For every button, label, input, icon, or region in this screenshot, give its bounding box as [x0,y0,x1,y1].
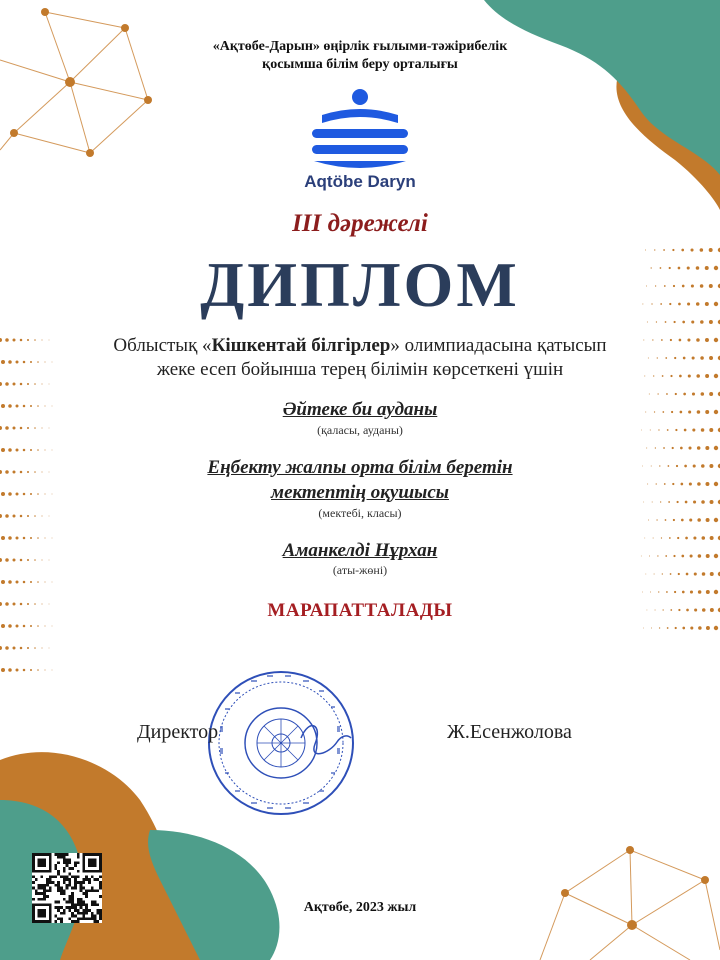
organization-line-1: «Ақтөбе-Дарын» өңірлік ғылыми-тәжірибелік [212,39,508,54]
description [0,334,720,382]
description-suffix: » олимпиадасына қатысып [390,335,607,356]
description-line-1 [0,334,720,358]
organization-line-2: қосымша білім беру орталығы [262,57,458,72]
olympiad-name: Кішкентай білгірлер [211,335,391,356]
signature-stroke [301,726,351,754]
description-line-2: жеке есеп бойынша терең білімін көрсеткені үшін [156,359,564,380]
director-label: Директор [137,721,219,743]
district-hint: (қаласы, ауданы) [317,423,403,437]
signer-name: Ж.Есенжолова [447,721,572,743]
district-value: Әйтеке би ауданы [282,399,438,420]
person-name: Аманкелді Нұрхан [282,540,438,561]
organization-header [0,38,720,74]
official-stamp [205,668,357,818]
degree-label: ІІІ дәрежелі [292,210,428,237]
diploma-title: ДИПЛОМ [200,249,520,320]
footer-place-year: Ақтөбе, 2023 жыл [303,900,417,915]
person-hint: (аты-жөні) [332,563,388,577]
bottom-right-network-nodes [561,846,709,930]
school-hint: (мектебі, класы) [318,506,402,520]
school-line-1: Еңбекту жалпы орта білім беретін [207,457,513,478]
school-line-2: мектептің оқушысы [271,482,449,503]
award-text: МАРАПАТТАЛАДЫ [267,600,453,621]
logo-text: Aqtöbe Daryn [304,172,416,191]
description-prefix: Облыстық « [113,335,212,356]
top-left-network-nodes [10,8,152,157]
